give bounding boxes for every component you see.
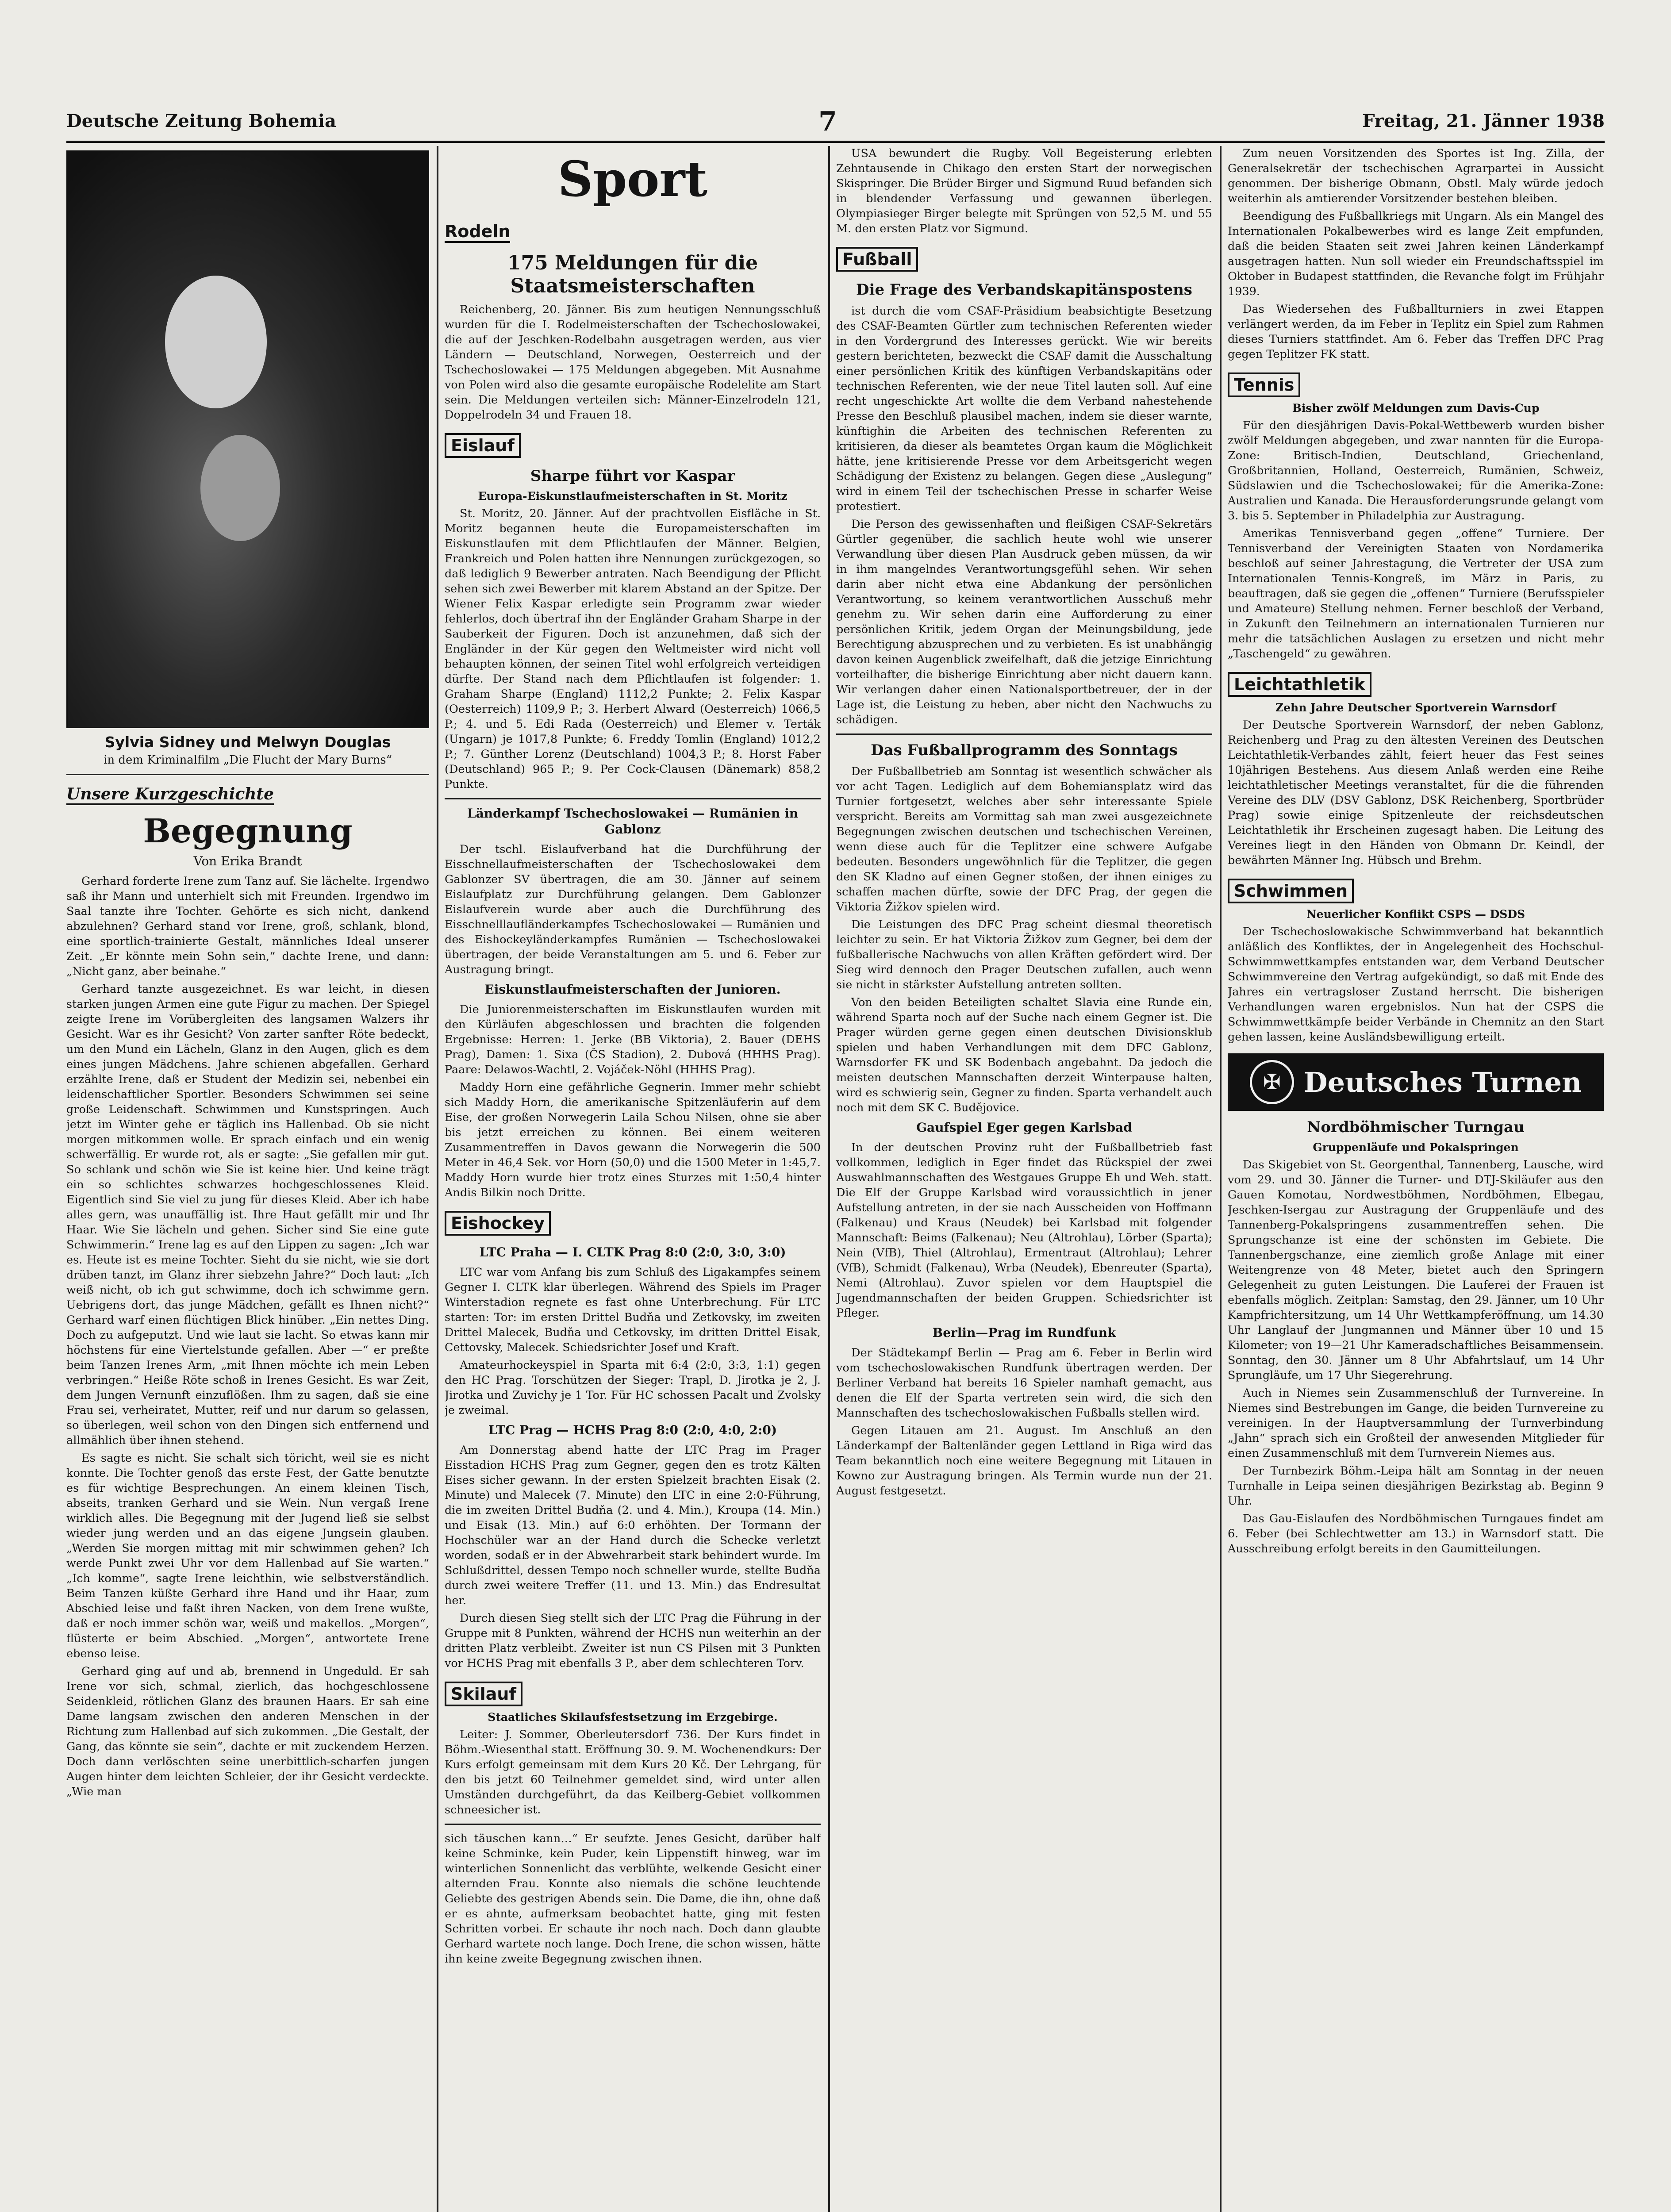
headline-davis-cup: Bisher zwölf Meldungen zum Davis-Cup [1292,402,1540,415]
separator [836,733,1212,735]
story-title: Begegnung [143,812,353,850]
photo-figure-man [165,276,267,408]
dept-heading-rodeln: Rodeln [445,222,510,243]
headline-verbandskapitaen: Die Frage des Verbandskapitänspostens [856,281,1192,299]
article-paragraph: Der tschl. Eislaufverband hat die Durchführung der Eisschnellaufmeisterschaften der Tschechoslowakei dem Gablonzer SV übertragen, die am 30. Jänner auf seinem Eislaufplatz zur Durchführung gelangen. Dem Gablonzer Eislaufverein wurde aber auch die Durchführung des Eisschnelllaufländerkampfes Tschechoslowakei — Rumänien und des Eishockeyländerkampfes Rumänien — Tschechoslowakei übertragen, der beide Veranstaltungen am 5. und 6. Feber zur Austragung bringt. [445,843,821,976]
page-number: 7 [818,106,837,137]
headline-fussballprogramm: Das Fußballprogramm des Sonntags [871,741,1178,759]
subheadline-eislauf: Europa-Eiskunstlaufmeisterschaften in St. Moritz [478,490,787,503]
dept-heading-fussball: Fußball [836,247,918,272]
short-story-section-heading: Unsere Kurzgeschichte [66,785,274,805]
article-paragraph: Das Skigebiet von St. Georgenthal, Tannenberg, Lausche, wird vom 29. und 30. Jänner die Turner- und DTJ-Skiläufer aus den Gauen Komotau, Nordwestböhmen, Nordböhmen, Elbegau, Jeschken-Isergau zur Austragung der Gruppenläufe und des Tannenberg-Pokalspringens zusammentreffen sehen. Die Sprungschanze ist eine der schönsten im Gebiete. Die Tannenbergschanze, eine ziemlich große Anlage mit einer Weitengrenze von 48 Meter, bietet auch den Springern Gelegenheit zu guten Leistungen. Die Lauferei der Frauen ist ebenfalls möglich. Zeitplan: Samstag, den 29. Jänner, um 10 Uhr Kampfrichtersitzung, um 14 Uhr Wettkampferöffnung, um 14.30 Uhr Langlauf der Jungmannen und Männer über 10 und 15 Kilometer; von 19—21 Uhr Kameradschaftliches Beisammensein. Sonntag, den 30. Jänner um 8 Uhr Abfahrtslauf, um 14 Uhr Sprungläufe, um 17 Uhr Siegerehrung. [1228,1158,1604,1382]
headline-laenderkampf: Länderkampf Tschechoslowakei — Rumänien in Gablonz [467,806,799,837]
headline-junioren: Eiskunstlaufmeisterschaften der Junioren. [484,982,781,997]
article-paragraph: Der Fußballbetrieb am Sonntag ist wesentlich schwächer als vor acht Tagen. Lediglich auf dem Bohemiansplatz wird das Turnier fortgesetzt, welches aber sehr interessante Spiele verspricht. Bereits am Vormittag sah man zwei ausgezeichnete Begegnungen zwischen deutschen und tschechischen Vereinen, wenn diese auch für die Teplitzer eine schwere Aufgabe bedeuten. Besonders ungewöhnlich für die Teplitzer, die gegen den SK Kladno auf einen Gegner stoßen, der ihnen einiges zu schaffen machen dürfte, sowie der DFC Prag, der gegen die Viktoria Žižkov spielen wird. [836,765,1212,914]
headline-eislauf: Sharpe führt vor Kaspar [530,467,735,485]
article-paragraph: Reichenberg, 20. Jänner. Bis zum heutigen Nennungsschluß wurden für die I. Rodelmeisterschaften der Tschechoslowakei, die auf der Jeschken-Rodelbahn ausgetragen werden, aus vier Ländern — Deutschland, Norwegen, Oesterreich und der Tschechoslowakei — 175 Meldungen abgegeben. Mit Ausnahme von Polen wird also die gesamte europäische Rodelelite am Start sein. Die Meldungen verteilen sich: Männer-Einzelrodeln 121, Doppelrodeln 34 und Frauen 18. [445,303,821,422]
article-paragraph: Das Gau-Eislaufen des Nordböhmischen Turngaues findet am 6. Feber (bei Schlechtwetter am 13.) in Warnsdorf statt. Die Ausschreibung erfolgt bereits in den Gaumitteilungen. [1228,1512,1604,1555]
photo-figure-woman [200,435,280,541]
article-paragraph: Der Turnbezirk Böhm.-Leipa hält am Sonntag in der neuen Turnhalle in Leipa seinen diesjährigen Bezirkstag ab. Beginn 9 Uhr. [1228,1464,1604,1508]
article-paragraph: ist durch die vom CSAF-Präsidium beabsichtigte Besetzung des CSAF-Beamten Gürtler zum technischen Referenten wieder in den Vordergrund des Interesses gerückt. Wie wir bereits gestern berichteten, bezweckt die CSAF damit die Ausschaltung einer persönlichen Kritik des künftigen Verbandskapitäns oder technischen Referenten, wie der neue Titel lauten soll. Auf eine recht ungeschickte Art wollte die dem Verband nahestehende Presse den Beschluß plausibel machen, indem sie dieser warnte, künftighin die Arbeiten des technischen Referenten zu kritisieren, da dieser als beamtetes Organ kaum die Möglichkeit hätte, jene kritisierende Presse vor dem Arbeitsgericht wegen Schädigung der Existenz zu belangen. Gegen diese „Auslegung“ wird in einem Teil der tschechischen Presse in scharfer Weise protestiert. [836,304,1212,513]
masthead-paper-name: Deutsche Zeitung Bohemia [66,111,336,131]
deutsches-turnen-banner [1228,1053,1604,1111]
column-3 [836,146,1212,2212]
article-paragraph: Amerikas Tennisverband gegen „offene“ Turniere. Der Tennisverband der Vereinigten Staaten von Nordamerika beschloß auf seiner Jahrestagung, die Vertreter der USA zum Internationalen Tennis-Kongreß, im März in Paris, zu beauftragen, daß sie gegen die „offenen“ Turniere (Berufsspieler und Amateure) Stellung nehmen. Ferner beschloß der Verband, in Zukunft den Teilnehmern an internationalen Turnieren nur mehr die tatsächlichen Auslagen zu ersetzen und nicht mehr „Taschengeld“ zu gewähren. [1228,527,1604,661]
article-paragraph: Der Deutsche Sportverein Warnsdorf, der neben Gablonz, Reichenberg und Prag zu den ältesten Vereinen des Deutschen Leichtathletik-Verbandes zählt, feiert heuer das Fest seines 10jährigen Bestehens. Aus diesem Anlaß werden eine Reihe leichtathletischer Meetings veranstaltet, für die die führenden Vereine des DLV (DSV Gablonz, DSK Reichenberg, Sportbrüder Prag) sowie einige Spitzenleute der reichsdeutschen Leichtathletik ihr Erscheinen zugesagt haben. Die Leitung des Vereines liegt in den Händen von Obmann Dr. Keindl, der bewährten Männer Ing. Hübsch und Brehm. [1228,718,1604,867]
headline-hockey-2: LTC Prag — HCHS Prag 8:0 (2:0, 4:0, 2:0) [488,1423,777,1437]
story-continuation: sich täuschen kann…“ Er seufzte. Jenes Gesicht, darüber half keine Schminke, kein Puder, kein Lippenstift hinweg, war im winterlichen Sonnenlicht das verblühte, welkende Gesicht einer alternden Frau. Konnte also niemals die schöne leuchtende Geliebte des gestrigen Abends sein. Die Dame, die ihn, ohne daß er es ahnte, aufmerksam beobachtet hatte, ging mit festen Schritten vorbei. Er schaute ihr noch nach. Doch dann glaubte Gerhard wartete noch lange. Doch Irene, die schon wissen, hätte ihn keine zweite Begegnung zwischen ihnen. [445,1832,821,1966]
column-rule [1220,146,1222,2212]
dept-heading-eislauf: Eislauf [445,433,521,458]
photo-caption-names: Sylvia Sidney und Melwyn Douglas [104,733,391,751]
article-paragraph: St. Moritz, 20. Jänner. Auf der prachtvollen Eisfläche in St. Moritz begannen heute die Europameisterschaften im Eiskunstlaufen mit dem Pflichtlaufen der Männer. Belgien, Frankreich und Polen hatten ihre Nennungen zurückgezogen, so daß lediglich 9 Bewerber antraten. Nach Beendigung der Pflicht sehen sich zwei Bewerber mit klarem Abstand an der Spitze. Der Wiener Felix Kaspar erledigte sein Programm zwar wieder fehlerlos, doch übertraf ihn der Engländer Graham Sharpe in der Sauberkeit der Figuren. Doch ist anzunehmen, daß sich der Engländer in der Kür gegen den Weltmeister wird nicht voll behaupten können, der seinen Titel wohl erfolgreich verteidigen dürfte. Der Stand nach dem Pflichtlaufen ist folgender: 1. Graham Sharpe (England) 1112,2 Punkte; 2. Felix Kaspar (Oesterreich) 1109,9 P.; 3. Herbert Alward (Oesterreich) 1066,5 P.; 4. und 5. Edi Rada (Oesterreich) und Elemer v. Terták (Ungarn) je 1017,8 Punkte; 6. Freddy Tomlin (England) 1012,2 P.; 7. Günther Lorenz (Deutschland) 1004,3 P.; 8. Horst Faber (Deutschland) 965 P.; 9. Per Cock-Clausen (Dänemark) 858,2 Punkte. [445,507,821,791]
sport-section-title: Sport [557,150,708,207]
article-paragraph: Der Tschechoslowakische Schwimmverband hat bekanntlich anläßlich des Konfliktes, der in Angelegenheit des Hochschul-Schwimmwettkampfes entstanden war, dem Verband Deutscher Schwimmvereine den Vertrag aufgekündigt, so daß mit Ende des Jahres ein vertragsloser Zustand herrscht. Die bisherigen Verhandlungen waren ergebnislos. Nun hat der CSPS die Schwimmwettkämpfe beider Verbände in Chemnitz an den Start gehen lassen, keine Ausländsbewilligung erteilt. [1228,925,1604,1044]
article-paragraph: Die Person des gewissenhaften und fleißigen CSAF-Sekretärs Gürtler gegenüber, die sachlich heute wohl wie unserer Verwandlung über diesen Plan Ausdruck geben müssen, da wir in ihm mangelndes Verantwortungsgefühl sehen. Wir sehen darin aber nicht etwa eine Abdankung der persönlichen Verantwortung, so keinem verantwortlichen Ausschuß mehr genehm zu. Wir sehen darin eine Aufforderung zu einer persönlichen Kritik, jedem Organ der Meinungsbildung, jede Berechtigung abzusprechen und zu verbieten. Es ist unabhängig davon keinen Augenblick zweifelhaft, daß die jetzige Einrichtung vorteilhafter, die bisherige Einrichtung aber nicht dauern kann. Wir verlangen daher einen Nationalsportbetreuer, der in der Lage ist, die Leistung zu heben, aber nicht den Nachwuchs zu schädigen. [836,518,1212,726]
turner-cross-icon: ✠ [1250,1060,1294,1104]
film-still-photo [66,150,429,728]
article-paragraph: Am Donnerstag abend hatte der LTC Prag im Prager Eisstadion HCHS Prag zum Gegner, gegen den es trotz Kälten Eises sicher gewann. In der ersten Spielzeit brachten Eisak (2. Minute) und Malecek (7. Minute) den LTC in eine 2:0-Führung, die im zweiten Drittel Budňa (2. und 4. Min.), Kroupa (14. Min.) und Eisak (13. Min.) auf 6:0 erhöhten. Der Tormann der Hochschüler war an der Hand durch die Schecke verletzt worden, sodaß er in der Abwehrarbeit stark behindert wurde. Im Schlußdrittel, dessen Tempo noch schneller wurde, stellte Budňa durch zwei weitere Treffer (11. und 13. Min.) das Endresultat her. [445,1444,821,1607]
dept-heading-tennis: Tennis [1228,373,1300,397]
column-4 [1228,146,1604,2212]
article-paragraph: Für den diesjährigen Davis-Pokal-Wettbewerb wurden bisher zwölf Meldungen abgegeben, und zwar nannten für die Europa-Zone: Britisch-Indien, Deutschland, Griechenland, Großbritannien, Holland, Oesterreich, Rumänien, Schweiz, Südslawien und die Tschechoslowakei; für die Amerika-Zone: Australien und Kanada. Die Herausforderungsrunde gelangt vom 3. bis 5. September in Philadelphia zur Austragung. [1228,419,1604,522]
dept-heading-skilauf: Skilauf [445,1682,522,1706]
article-paragraph: Gegen Litauen am 21. August. Im Anschluß an den Länderkampf der Baltenländer gegen Lettland in Riga wird das Team bekanntlich noch eine weitere Begegnung mit Litauen in Kowno zur Austragung bringen. Als Termin wurde nun der 21. August festgesetzt. [836,1424,1212,1498]
headline-berlin-prag: Berlin—Prag im Rundfunk [932,1325,1116,1340]
headline-konflikt: Neuerlicher Konflikt CSPS — DSDS [1306,908,1525,921]
turnen-banner-label: Deutsches Turnen [1303,1066,1582,1098]
dept-heading-schwimmen: Schwimmen [1228,879,1354,903]
article-paragraph: Beendigung des Fußballkriegs mit Ungarn. Als ein Mangel des Internationalen Pokalbewerbes wird es lange Zeit empfunden, daß die beiden Staaten seit zwei Jahren keinen Länderkampf ausgetragen hatten. Nun soll wieder ein Freundschaftsspiel im Oktober in Budapest stattfinden, die Revanche folgt im Frühjahr 1939. [1228,210,1604,298]
column-1 [66,146,429,2212]
article-paragraph: LTC war vom Anfang bis zum Schluß des Ligakampfes seinem Gegner I. CLTK klar überlegen. Während des Spiels im Prager Winterstadion regnete es fast ohne Unterbrechung. Für LTC starten: Tor: im ersten Drittel Budňa und Zetkovsky, im zweiten Drittel Malecek, Budňa und Cetkovsky, im dritten Drittel Eisak, Cettovsky, Malecek. Schiedsrichter Josef und Kraft. [445,1266,821,1354]
headline-eger-karlsbad: Gaufspiel Eger gegen Karlsbad [916,1120,1132,1135]
column-rule [437,146,438,2212]
headline-hockey-1: LTC Praha — I. CLTK Prag 8:0 (2:0, 3:0, 3:0) [479,1245,786,1260]
column-rule [828,146,830,2212]
subheadline-turngau: Gruppenläufe und Pokalspringen [1313,1141,1519,1154]
article-paragraph: In der deutschen Provinz ruht der Fußballbetrieb fast vollkommen, lediglich in Eger findet das Rückspiel der zwei Auswahlmannschaften des Westgaues Gruppe Eh und Weh. statt. Die Elf der Gruppe Karlsbad wird voraussichtlich in jener Aufstellung antreten, in der sie nach Ausscheiden von Hoffmann (Falkenau) und Kraus (Neudek) bei Karlsbad mit folgender Mannschaft: Beims (Falkenau); Neu (Altrohlau), Lörber (Sparta); Nein (VfB), Thiel (Altrohlau), Ermentraut (Altrohlau); Lehrer (VfB), Schmidt (Falkenau), Wrba (Neudek), Ebenreuter (Sparta), Nemi (Altrohlau). Zuvor spielen vor dem Hauptspiel die Jugendmannschaften der beiden Gruppen. Schiedsrichter ist Pfleger. [836,1141,1212,1320]
article-paragraph: Die Leistungen des DFC Prag scheint diesmal theoretisch leichter zu sein. Er hat Viktoria Žižkov zum Gegner, bei dem der fußballerische Nachwuchs von allen Kräften gefördert wird. Der Sieg wird dennoch den Prager Deutschen zufallen, auch wenn sie nicht in stärkster Aufstellung antreten sollten. [836,918,1212,991]
headline-turngau: Nordböhmischer Turngau [1307,1118,1525,1136]
article-paragraph: Das Wiedersehen des Fußballturniers in zwei Etappen verlängert werden, da im Feber in Teplitz ein Spiel zum Rahmen dieses Turniers stattfindet. Am 6. Feber das Treffen DFC Prag gegen Teplitzer FK statt. [1228,303,1604,361]
photo-caption: in dem Kriminalfilm „Die Flucht der Mary Burns“ [104,753,392,767]
article-paragraph: Die Juniorenmeisterschaften im Eiskunstlaufen wurden mit den Kürläufen abgeschlossen und brachten die folgenden Ergebnisse: Herren: 1. Jerke (BB Viktoria), 2. Bauer (DEHS Prag), Damen: 1. Sixa (ČS Stadion), 2. Dubová (HHHS Prag). Paare: Delawos-Wachtl, 2. Vojáček-Nöhl (HHHS Prag). [445,1003,821,1076]
story-paragraph: Gerhard forderte Irene zum Tanz auf. Sie lächelte. Irgendwo saß ihr Mann und unterhielt sich mit Freunden. Irgendwo im Saal tanzte ihre Tochter. Gehörte es sich nicht, dankend abzulehnen? Gerhard stand vor Irene, groß, schlank, blond, eine sportlich-trainierte Gestalt, männliches Ideal unserer Zeit. „Er könnte mein Sohn sein,“ dachte Irene, und dann: „Nicht ganz, aber beinahe.“ [66,875,429,978]
headline-rodeln: 175 Meldungen für die Staatsmeisterschaften [507,252,758,297]
article-paragraph: Der Städtekampf Berlin — Prag am 6. Feber in Berlin wird vom tschechoslowakischen Rundfunk übertragen werden. Der Berliner Verband hat bereits 16 Spieler namhaft gemacht, aus denen die Elf der Sparta vertreten sein wird, die sich den Mannschaften des tschechoslowakischen Fußballs stellen wird. [836,1346,1212,1420]
article-paragraph: Von den beiden Beteiligten schaltet Slavia eine Runde ein, während Sparta noch auf der Suche nach einem Gegner ist. Die Prager würden gerne gegen einen deutschen Divisionsklub spielen und haben Verhandlungen mit dem DFC Gablonz, Warnsdorfer FK und SK Bodenbach angebahnt. Da jedoch die meisten deutschen Mannschaften derzeit Winterpause halten, wird es schwierig sein, Gegner zu finden. Sparta verhandelt auch noch mit dem SK C. Budějovice. [836,996,1212,1114]
subheadline-skilauf: Staatliches Skilaufsfestsetzung im Erzgebirge. [488,1711,778,1724]
article-paragraph: USA bewundert die Rugby. Voll Begeisterung erlebten Zehntausende in Chikago den ersten Start der norwegischen Skispringer. Die Brüder Birger und Sigmund Ruud befanden sich in blendender Verfassung und gewannen überlegen. Olympiasieger Birger belegte mit Sprüngen von 52,5 M. und 55 M. den ersten Platz vor Sigmund. [836,147,1212,235]
separator [66,774,429,775]
separator [445,1824,821,1825]
story-byline: Von Erika Brandt [193,854,302,868]
masthead-date: Freitag, 21. Jänner 1938 [1362,111,1605,131]
article-paragraph: Auch in Niemes sein Zusammenschluß der Turnvereine. In Niemes sind Bestrebungen im Gange, die beiden Turnvereine zu vereinigen. In der Hauptversammlung der Turnverbindung „Jahn“ sprach sich ein Großteil der anwesenden Mitglieder für einen Zusammenschluß mit dem Turnverein Niemes aus. [1228,1386,1604,1460]
separator [445,798,821,799]
headline-warnsdorf: Zehn Jahre Deutscher Sportverein Warnsdorf [1275,701,1556,714]
story-paragraph: Es sagte es nicht. Sie schalt sich töricht, weil sie es nicht konnte. Die Tochter genoß das erste Fest, der Gatte benutzte es für wichtige Besprechungen. An einem kleinen Tisch, abseits, tranken Gerhard und sie Wein. Nun vergaß Irene wirklich alles. Die Begegnung mit der Jugend ließ sie selbst wieder jung werden und an das eigene Jungsein glauben. „Werden Sie morgen mittag mit mir schwimmen gehen? Ich werde Punkt zwei Uhr vor dem Hallenbad auf Sie warten.“ „Ich komme“, sagte Irene leichthin, wie selbstverständlich. Beim Tanzen küßte Gerhard ihre Hand und ihr Haar, zum Abschied leise und faßt ihren Nacken, von dem Irene wußte, daß er noch immer schön war, weiß und makellos. „Morgen“, flüsterte er beim Abschied. „Morgen“, antwortete Irene ebenso leise. [66,1452,429,1660]
top-rule [66,141,1605,143]
dept-heading-eishockey: Eishockey [445,1211,551,1236]
article-paragraph: Amateurhockeyspiel in Sparta mit 6:4 (2:0, 3:3, 1:1) gegen den HC Prag. Torschützen der Sieger: Trapl, D. Jirotka je 2, J. Jirotka und Zuvichy je 1 Tor. Für HC schossen Pacalt und Zvolsky je zweimal. [445,1359,821,1417]
column-2 [445,146,821,2212]
article-paragraph: Maddy Horn eine gefährliche Gegnerin. Immer mehr schiebt sich Maddy Horn, die amerikanische Spitzenläuferin auf dem Eise, der großen Norwegerin Laila Schou Nilsen, ohne sie aber bis jetzt erreichen zu können. Bei einem weiteren Zusammentreffen in Davos gewann die Norwegerin die 500 Meter in 46,4 Sek. vor Horn (50,0) und die 1500 Meter in 1:45,7. Maddy Horn wurde hier trotz eines Sturzes mit 1:50,4 hinter Andis Bilkin noch Dritte. [445,1081,821,1199]
article-paragraph: Zum neuen Vorsitzenden des Sportes ist Ing. Zilla, der Generalsekretär der tschechischen Agrarpartei in Aussicht genommen. Der bisherige Obmann, Obstl. Maly würde jedoch weiterhin als amtierender Vorsitzender bestehen bleiben. [1228,147,1604,205]
story-paragraph: Gerhard ging auf und ab, brennend in Ungeduld. Er sah Irene vor sich, schmal, zierlich, das hochgeschlossene Seidenkleid, rötlichen Glanz des braunen Haars. Er sah eine Dame langsam zwischen den anderen Menschen in der Richtung zum Hallenbad auf sich zukommen. „Die Gestalt, der Gang, das könnte sie sein“, dachte er mit zuckendem Herzen. Doch dann verlöschten seine unerbittlich-scharfen jungen Augen hinter dem leichten Schleier, der ihr Gesicht verdeckte. „Wie man [66,1665,429,1798]
story-paragraph: Gerhard tanzte ausgezeichnet. Es war leicht, in diesen starken jungen Armen eine gute Figur zu machen. Der Spiegel zeigte Irene im Vorübergleiten des langsamen Walzers ihr Gesicht. War es ihr Gesicht? Von zarter sanfter Röte bedeckt, um den Mund ein Lächeln, Glanz in den Augen, glich es dem eines jungen Mädchens. Jahre schienen abgefallen. Gerhard erzählte Irene, daß er Student der Medizin sei, nebenbei ein leidenschaftlicher Sportler. Besonders Schwimmen sei seine große Leidenschaft. Schwimmen und Kunstspringen. Auch jetzt im Winter gehe er täglich ins Hallenbad. Ob sie nicht morgen mitkommen wolle. Er sprach einfach und ein wenig schwerfällig. Er wurde rot, als er sagte: „Sie gefallen mir gut. So schlank und schön wie Sie ist keine hier. Und keine trägt ein so schlichtes schwarzes hochgeschlossenes Kleid. Eigentlich sind Sie viel zu jung für dieses Kleid. Aber ich habe alles gern, was unauffällig ist. Ihre Haut gefällt mir und Ihr Haar. Wie Sie lächeln und gehen. Sicher sind Sie eine gute Schwimmerin.“ Irene lag es auf den Lippen zu sagen: „Ich war es. Heute ist es meine Tochter. Sieht du sie nicht, wie sie dort drüben tanzt, im Glanz ihrer siebzehn Jahre?“ Doch laut: „Ich weiß nicht, ob ich gut schwimme, doch ich schwimme gern. Uebrigens dort, das junge Mädchen, gefällt es Ihnen nicht?“ Gerhard warf einen flüchtigen Blick hinüber. „Ein nettes Ding. Doch zu aufgeputzt. Und wie laut sie lacht. So etwas kann mir höchstens für eine Viertelstunde gefallen. Aber —“ er preßte beim Tanzen Irenes Arm, „mit Ihnen möchte ich mein Leben verbringen.“ Heiße Röte schoß in Irenes Gesicht. Es war Zeit, dem Jungen Vernunft einzuflößen. Ihm zu sagen, daß sie eine Frau sei, verheiratet, Mutter, reif und nur darum so gelassen, so überlegen, weil schon von den Dingen sich entfernend und allmählich über ihnen stehend. [66,983,429,1447]
article-paragraph: Durch diesen Sieg stellt sich der LTC Prag die Führung in der Gruppe mit 8 Punkten, während der HCHS nun weiterhin an der dritten Platz verbleibt. Zweiter ist nun CS Pilsen mit 3 Punkten vor HCHS Prag mit ebenfalls 3 P., aber dem schlechteren Torv. [445,1612,821,1670]
masthead [66,106,1605,142]
dept-heading-leichtathletik: Leichtathletik [1228,672,1371,697]
article-paragraph: Leiter: J. Sommer, Oberleutersdorf 736. Der Kurs findet in Böhm.-Wiesenthal statt. Eröffnung 30. 9. M. Wochenendkurs: Der Kurs erfolgt gemeinsam mit dem Kurs 20 Kč. Der Lehrgang, für den bis jetzt 60 Teilnehmer gemeldet sind, wird unter allen Umständen durchgeführt, da das Keilberg-Gebiet vollkommen schneesicher ist. [445,1728,821,1816]
